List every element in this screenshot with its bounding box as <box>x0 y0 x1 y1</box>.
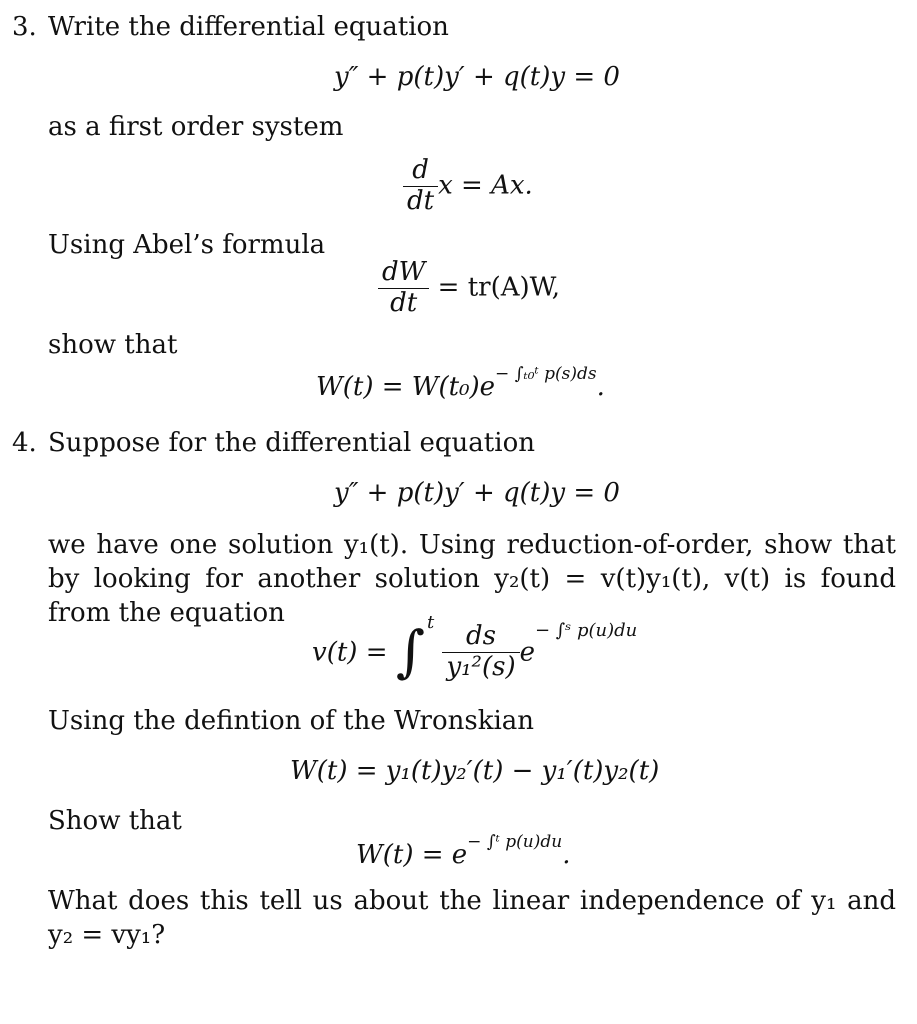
abel-rhs: = tr(A)W, <box>437 272 561 303</box>
result-period: . <box>596 372 605 402</box>
v-integral-equation <box>312 611 638 685</box>
integral-upper-limit: t <box>426 611 435 633</box>
wronskian-derivative-fraction <box>378 258 429 319</box>
wronskian-equation: W(t) = y₁(t)y₂′(t) − y₁′(t)y₂(t) <box>290 756 660 786</box>
v-integrand-numerator: ds <box>442 622 519 653</box>
problem-4-equation: y″ + p(t)y′ + q(t)y = 0 <box>334 478 620 508</box>
reduction-of-order-paragraph: we have one solution y₁(t). Using reduction-of-order, show that by looking for another solution y₂(t) = v(t)y₁(t), v(t) is found from the equation <box>48 530 896 628</box>
result-exponent: − ∫ₜ₀ᵗ p(s)ds <box>495 364 597 385</box>
system-rhs: x = Ax. <box>438 170 533 201</box>
v-exponential-base: e <box>519 637 535 668</box>
v-integrand-denominator: y₁²(s) <box>446 651 516 682</box>
wronskian-result-period: . <box>562 840 571 870</box>
problem-3-result-equation <box>316 364 605 402</box>
v-integrand-fraction <box>442 622 519 683</box>
derivative-denominator: dt <box>407 185 435 216</box>
v-exponent: − ∫ˢ p(u)du <box>535 619 638 641</box>
derivative-numerator: d <box>403 156 438 187</box>
first-order-system-equation <box>403 156 533 217</box>
wronskian-derivative-numerator: dW <box>378 258 429 289</box>
integral-sign: ∫ <box>395 619 425 685</box>
wronskian-result-equation <box>356 832 571 870</box>
problem-4-number: 4. <box>12 428 37 458</box>
abel-formula-equation <box>378 258 560 319</box>
v-lhs: v(t) = <box>312 637 388 668</box>
wronskian-result-exponent: − ∫ᵗ p(u)du <box>467 832 563 853</box>
derivative-fraction <box>403 156 438 217</box>
wronskian-derivative-denominator: dt <box>390 287 418 318</box>
problem-3-show-text: show that <box>48 330 178 360</box>
linear-independence-question: What does this tell us about the linear independence of y₁ and y₂ = vy₁? <box>48 886 896 950</box>
problem-3-equation: y″ + p(t)y′ + q(t)y = 0 <box>334 62 620 92</box>
problem-4-intro: Suppose for the differential equation <box>48 428 535 458</box>
abel-formula-text: Using Abel’s formula <box>48 230 326 260</box>
wronskian-definition-text: Using the defintion of the Wronskian <box>48 706 535 736</box>
wronskian-result-base: W(t) = e <box>356 840 468 870</box>
problem-4-show-text: Show that <box>48 806 182 836</box>
problem-3-system-text: as a first order system <box>48 112 344 142</box>
problem-3-intro: Write the differential equation <box>48 12 449 42</box>
result-base: W(t) = W(t₀)e <box>316 372 496 402</box>
problem-3-number: 3. <box>12 12 37 42</box>
